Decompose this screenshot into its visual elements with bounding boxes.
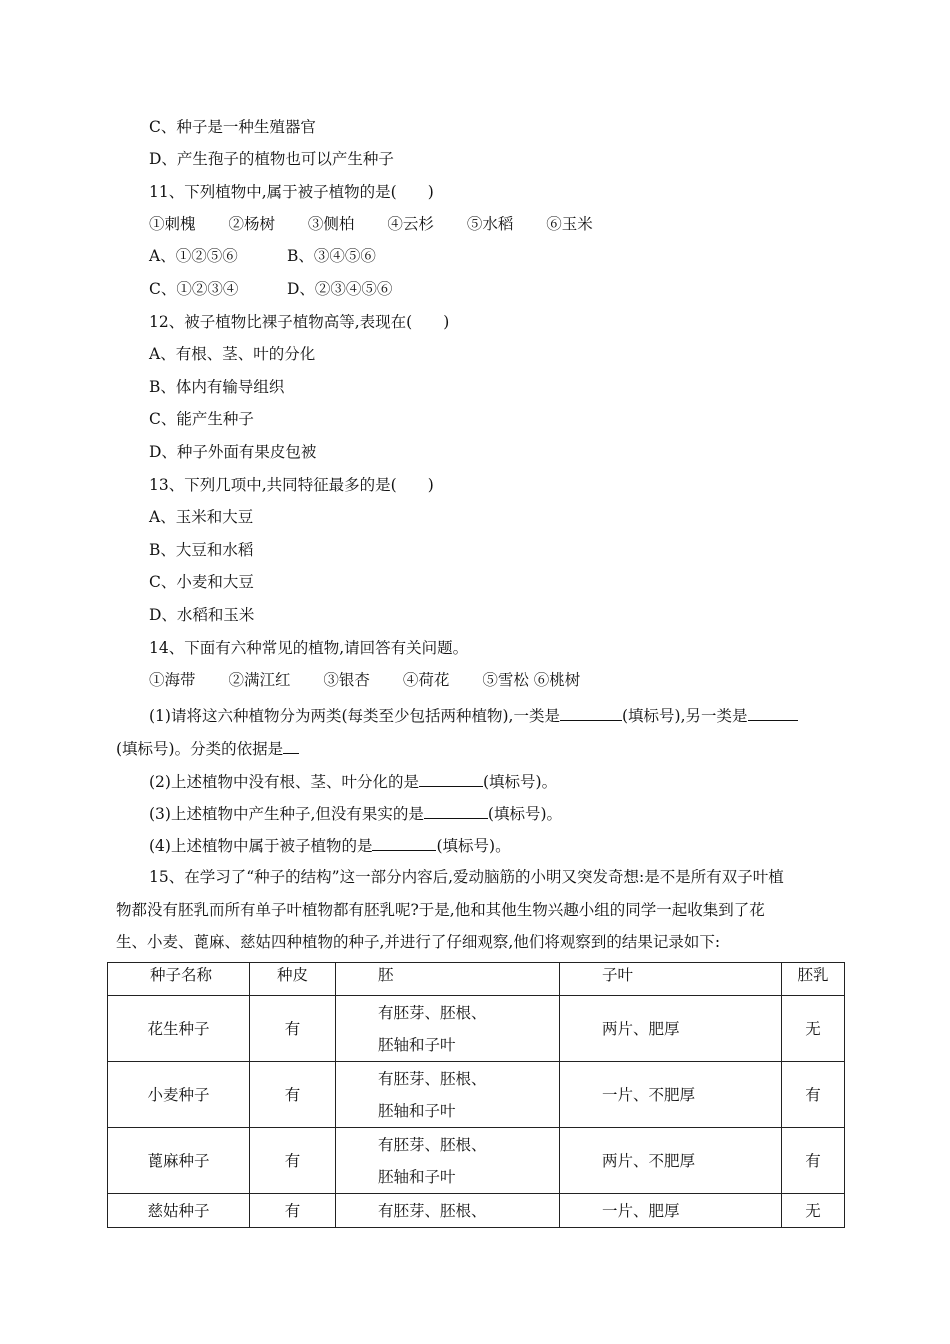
answer-blank[interactable] (372, 834, 436, 851)
seed-observation-table (107, 962, 845, 1228)
embryo-line: 有胚芽、胚根、 (378, 1069, 487, 1088)
embryo-line: 胚轴和子叶 (378, 1167, 456, 1186)
q14-item: ⑤雪松 (482, 671, 529, 689)
q12-option-d: D、种子外面有果皮包被 (149, 443, 317, 461)
q11-option-d: D、②③④⑤⑥ (287, 280, 393, 298)
cell-seed-coat: 有 (250, 996, 336, 1062)
table-row (108, 1128, 845, 1194)
answer-blank[interactable] (748, 704, 798, 721)
cell-cotyledon: 一片、不肥厚 (560, 1062, 782, 1128)
q14-part3-text: (3)上述植物中产生种子,但没有果实的是 (149, 805, 424, 823)
q11-item: ①刺槐 (149, 215, 196, 233)
cell-embryo (336, 1062, 560, 1128)
table-header-row (108, 963, 845, 996)
q13-option-b: B、大豆和水稻 (149, 541, 254, 559)
question-14: 14、下面有六种常见的植物,请回答有关问题。 (149, 639, 469, 657)
q12-option-a: A、有根、茎、叶的分化 (149, 345, 316, 363)
embryo-line: 胚轴和子叶 (378, 1101, 456, 1120)
header-cotyledon: 子叶 (560, 963, 782, 996)
cell-seed-coat: 有 (250, 1128, 336, 1194)
q11-item: ④云杉 (387, 215, 434, 233)
cell-seed-coat: 有 (250, 1062, 336, 1128)
cell-seed-name: 慈姑种子 (108, 1194, 250, 1228)
q11-options-ab (149, 246, 376, 266)
q14-part3 (149, 802, 562, 824)
cell-cotyledon: 两片、肥厚 (560, 996, 782, 1062)
q11-item: ②杨树 (228, 215, 275, 233)
cell-endosperm: 无 (782, 1194, 845, 1228)
table-row (108, 996, 845, 1062)
cell-embryo (336, 1128, 560, 1194)
cell-embryo (336, 996, 560, 1062)
embryo-line: 有胚芽、胚根、 (378, 1003, 487, 1022)
embryo-line: 胚轴和子叶 (378, 1035, 456, 1054)
table-row (108, 1194, 845, 1228)
q14-item: ③银杏 (323, 671, 370, 689)
q12-option-b: B、体内有输导组织 (149, 378, 285, 396)
q11-option-a: A、①②⑤⑥ (149, 247, 238, 265)
q11-item: ⑤水稻 (466, 215, 514, 233)
q11-item: ⑥玉米 (546, 215, 593, 233)
question-11-items (149, 214, 593, 234)
fill-suffix: (填标号)。 (436, 837, 511, 855)
question-12: 12、被子植物比裸子植物高等,表现在( ) (149, 313, 450, 331)
cell-cotyledon: 一片、肥厚 (560, 1194, 782, 1228)
cell-seed-name: 小麦种子 (108, 1062, 250, 1128)
option-c-q10: C、种子是一种生殖器官 (149, 118, 316, 136)
answer-blank[interactable] (424, 802, 488, 819)
q14-item: ⑥桃树 (533, 671, 581, 689)
q11-item: ③侧柏 (307, 215, 355, 233)
q11-option-c: C、①②③④ (149, 280, 239, 298)
header-endosperm: 胚乳 (782, 963, 845, 996)
cell-seed-name: 花生种子 (108, 996, 250, 1062)
cell-embryo (336, 1194, 560, 1228)
q14-part1-cont (116, 737, 299, 759)
q14-part2-text: (2)上述植物中没有根、茎、叶分化的是 (149, 773, 419, 791)
q11-option-b: B、③④⑤⑥ (287, 247, 376, 265)
header-seed-name: 种子名称 (108, 963, 250, 996)
q13-option-d: D、水稻和玉米 (149, 606, 255, 624)
q14-part1-text-c: (填标号)。分类的依据是 (116, 740, 284, 758)
answer-blank[interactable] (560, 704, 622, 721)
table-row (108, 1062, 845, 1128)
cell-endosperm: 有 (782, 1128, 845, 1194)
q14-part1 (149, 704, 798, 726)
fill-suffix: (填标号)。 (482, 773, 558, 791)
q14-item: ①海带 (149, 671, 196, 689)
q11-options-cd (149, 279, 392, 299)
cell-endosperm: 无 (782, 996, 845, 1062)
answer-blank[interactable] (419, 770, 483, 787)
q14-item: ②满江红 (228, 671, 291, 689)
q13-option-a: A、玉米和大豆 (149, 508, 254, 526)
answer-blank[interactable] (283, 737, 299, 754)
question-15-line1: 15、在学习了“种子的结构”这一部分内容后,爱动脑筋的小明又突发奇想:是不是所有双子叶植 (149, 868, 784, 886)
q14-part1-text-a: (1)请将这六种植物分为两类(每类至少包括两种植物),一类是 (149, 707, 560, 725)
header-seed-coat: 种皮 (250, 963, 336, 996)
question-13: 13、下列几项中,共同特征最多的是( ) (149, 476, 434, 494)
header-embryo: 胚 (336, 963, 560, 996)
cell-cotyledon: 两片、不肥厚 (560, 1128, 782, 1194)
q12-option-c: C、能产生种子 (149, 410, 254, 428)
fill-suffix: (填标号)。 (487, 805, 562, 823)
q14-part4 (149, 834, 511, 856)
q14-part4-text: (4)上述植物中属于被子植物的是 (149, 837, 373, 855)
question-11: 11、下列植物中,属于被子植物的是( ) (149, 183, 434, 201)
cell-endosperm: 有 (782, 1062, 845, 1128)
question-15-line3: 生、小麦、蓖麻、慈姑四种植物的种子,并进行了仔细观察,他们将观察到的结果记录如下: (116, 933, 721, 951)
embryo-line: 有胚芽、胚根、 (378, 1201, 487, 1220)
option-d-q10: D、产生孢子的植物也可以产生种子 (149, 150, 394, 168)
embryo-line: 有胚芽、胚根、 (378, 1135, 487, 1154)
question-15-line2: 物都没有胚乳而所有单子叶植物都有胚乳呢?于是,他和其他生物兴趣小组的同学一起收集到了花 (116, 901, 765, 919)
question-14-items (149, 670, 580, 690)
q14-item: ④荷花 (402, 671, 450, 689)
q14-part2 (149, 770, 557, 792)
q13-option-c: C、小麦和大豆 (149, 573, 254, 591)
cell-seed-name: 蓖麻种子 (108, 1128, 250, 1194)
q14-part1-text-b: (填标号),另一类是 (621, 707, 748, 725)
cell-seed-coat: 有 (250, 1194, 336, 1228)
